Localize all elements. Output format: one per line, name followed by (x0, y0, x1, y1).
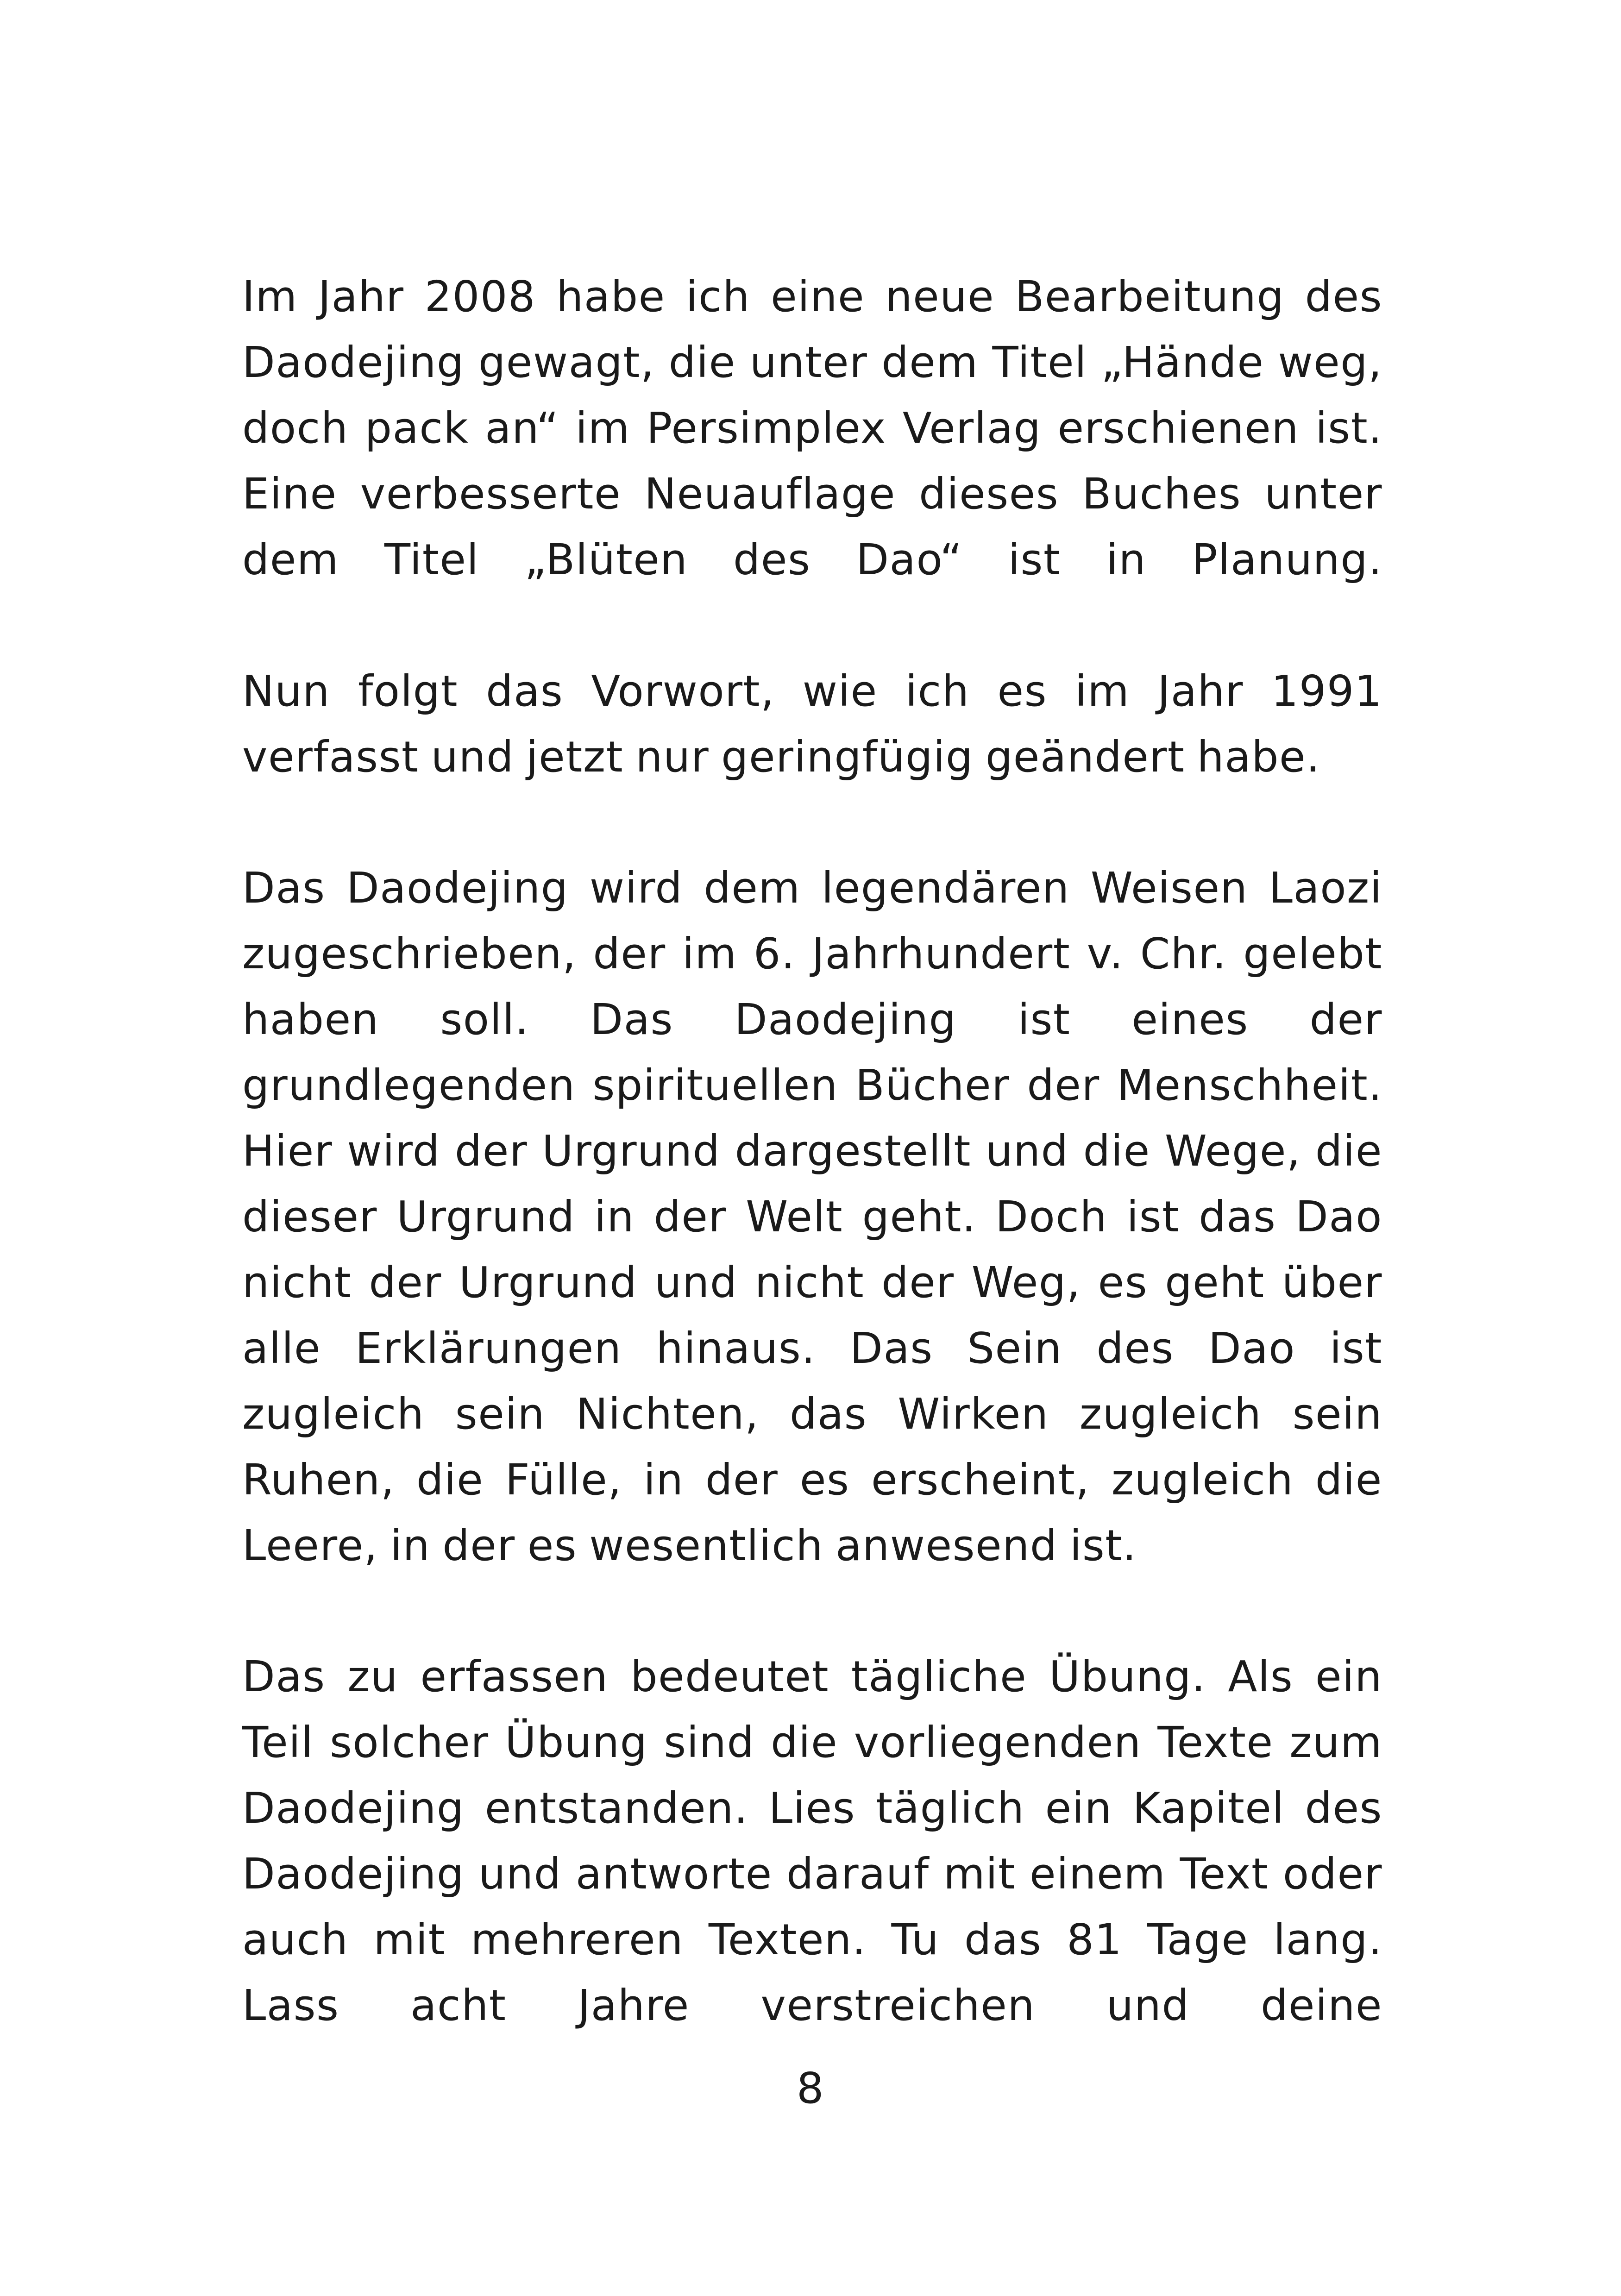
word: zum (1289, 1718, 1382, 1767)
word: im (682, 929, 737, 979)
word: Chr. (1140, 929, 1227, 979)
text-line (242, 1381, 1382, 1447)
word: darauf (786, 1849, 930, 1899)
word: das (1199, 1192, 1276, 1242)
word: Bearbeitung (1015, 272, 1285, 321)
word: ein (1315, 1652, 1382, 1701)
word: Bücher (855, 1060, 1010, 1110)
word: Daodejing (242, 1783, 465, 1833)
word: Leere, (242, 1521, 378, 1570)
word: Laozi (1269, 863, 1382, 913)
word: die (771, 1718, 838, 1767)
word: deine (1261, 1981, 1382, 2030)
word: der (442, 1521, 515, 1570)
word: im (575, 403, 630, 453)
word: 1991 (1271, 666, 1382, 716)
word: 81 (1067, 1915, 1123, 1964)
word: die (1315, 1455, 1382, 1505)
word: dem (242, 535, 339, 584)
text-line (242, 1710, 1382, 1775)
word: dargestellt (735, 1126, 971, 1176)
word: Planung. (1192, 535, 1382, 584)
word: hinaus. (656, 1324, 816, 1373)
word: ist (1126, 1192, 1180, 1242)
word: Daodejing (242, 1849, 465, 1899)
word: auch (242, 1915, 349, 1964)
word: geändert (985, 732, 1185, 782)
word: gewagt, (478, 338, 655, 387)
word: Urgrund (459, 1258, 638, 1307)
word: des (733, 535, 811, 584)
word: es (1098, 1258, 1148, 1307)
word: habe (556, 272, 666, 321)
word: pack (364, 403, 469, 453)
word: Das (242, 1652, 326, 1701)
word: entstanden. (484, 1783, 748, 1833)
word: Erklärungen (355, 1324, 622, 1373)
text-line (242, 1907, 1382, 1973)
word: legendären (821, 863, 1070, 913)
word: nur (635, 732, 710, 782)
word: Übung (505, 1718, 648, 1767)
word: Jahr (318, 272, 404, 321)
word: mit (943, 1849, 1016, 1899)
text-line (242, 264, 1382, 330)
text-line (242, 1973, 1382, 2039)
word: Dao (1295, 1192, 1382, 1242)
word: der (705, 1455, 779, 1505)
word: der (454, 1126, 528, 1176)
word: Fülle, (505, 1455, 622, 1505)
word: die (1083, 1126, 1150, 1176)
word: in (643, 1455, 684, 1505)
word: Daodejing (734, 995, 957, 1044)
word: im (1075, 666, 1130, 716)
word: vorliegenden (854, 1718, 1142, 1767)
text-line (242, 1447, 1382, 1513)
word: unter (749, 338, 868, 387)
word: Teil (242, 1718, 314, 1767)
word: haben (242, 995, 379, 1044)
text-line (242, 1775, 1382, 1841)
word: über (1282, 1258, 1382, 1307)
word: wird (347, 1126, 440, 1176)
word: Text (1180, 1849, 1269, 1899)
word: spirituellen (592, 1060, 838, 1110)
word: sein (455, 1389, 546, 1439)
word: solcher (329, 1718, 489, 1767)
word: mit (373, 1915, 446, 1964)
word: oder (1282, 1849, 1382, 1899)
word: Nun (242, 666, 330, 716)
text-line (242, 1053, 1382, 1118)
word: Übung. (1049, 1652, 1206, 1701)
word: folgt (358, 666, 459, 716)
word: Sein (967, 1324, 1062, 1373)
word: es (997, 666, 1048, 716)
word: in (390, 1521, 431, 1570)
text-line (242, 724, 1382, 790)
word: geringfügig (721, 732, 974, 782)
word: lang. (1273, 1915, 1382, 1964)
word: Persimplex (646, 403, 886, 453)
word: Neuauflage (644, 469, 896, 519)
word: sind (664, 1718, 755, 1767)
word: Das (590, 995, 673, 1044)
word: und (431, 732, 515, 782)
word: Das (242, 863, 326, 913)
word: das (486, 666, 564, 716)
word: Lass (242, 1981, 339, 2030)
word: Wege, (1164, 1126, 1301, 1176)
word: mehreren (471, 1915, 684, 1964)
word: Urgrund (542, 1126, 721, 1176)
word: nicht (754, 1258, 865, 1307)
text-line (242, 1841, 1382, 1907)
word: einem (1030, 1849, 1166, 1899)
word: acht (410, 1981, 507, 2030)
word: Das (849, 1324, 933, 1373)
word: ist (1329, 1324, 1382, 1373)
paragraph (242, 264, 1382, 593)
word: und (1106, 1981, 1190, 2030)
word: Weg, (971, 1258, 1081, 1307)
word: ist. (1069, 1521, 1137, 1570)
word: Buches (1082, 469, 1242, 519)
word: Als (1228, 1652, 1294, 1701)
word: tägliche (851, 1652, 1027, 1701)
word: Welt (746, 1192, 843, 1242)
word: der (1309, 995, 1382, 1044)
text-line (242, 1513, 1382, 1579)
word: an“ (485, 403, 559, 453)
word: der (653, 1192, 727, 1242)
word: erfassen (420, 1652, 609, 1701)
word: des (1305, 272, 1382, 321)
word: Wirken (898, 1389, 1049, 1439)
word: der (593, 929, 666, 979)
word: verbesserte (360, 469, 622, 519)
text-line (242, 527, 1382, 593)
word: täglich (876, 1783, 1025, 1833)
word: es (799, 1455, 850, 1505)
word: ich (685, 272, 750, 321)
word: soll. (440, 995, 529, 1044)
word: Texte (1157, 1718, 1274, 1767)
text-line (242, 659, 1382, 724)
word: Nichten, (576, 1389, 759, 1439)
word: des (1096, 1324, 1174, 1373)
word: ist. (1315, 403, 1382, 453)
word: eines (1131, 995, 1249, 1044)
word: Lies (768, 1783, 856, 1833)
word: Vorwort, (591, 666, 775, 716)
word: Im (242, 272, 298, 321)
text-line (242, 987, 1382, 1053)
word: die (416, 1455, 484, 1505)
text-line (242, 855, 1382, 921)
word: gelebt (1243, 929, 1382, 979)
word: Tu (891, 1915, 940, 1964)
word: Dao (1208, 1324, 1295, 1373)
word: erscheint, (871, 1455, 1090, 1505)
text-line (242, 461, 1382, 527)
text-line (242, 1118, 1382, 1184)
word: die (1315, 1126, 1382, 1176)
page-number: 8 (796, 2064, 825, 2113)
word: in (594, 1192, 635, 1242)
word: und (478, 1849, 562, 1899)
word: anwesend (836, 1521, 1058, 1570)
word: Daodejing (346, 863, 569, 913)
word: das (964, 1915, 1042, 1964)
word: Titel (384, 535, 479, 584)
word: in (1106, 535, 1147, 584)
text-line (242, 1184, 1382, 1250)
text-line (242, 921, 1382, 987)
text-line (242, 395, 1382, 461)
word: Urgrund (396, 1192, 575, 1242)
word: es (527, 1521, 578, 1570)
word: wesentlich (589, 1521, 824, 1570)
word: Eine (242, 469, 337, 519)
word: neue (885, 272, 995, 321)
word: dem (704, 863, 801, 913)
word: 2008 (424, 272, 536, 321)
word: 6. (753, 929, 796, 979)
word: „Blüten (524, 535, 688, 584)
word: zugleich (1111, 1455, 1294, 1505)
word: der (881, 1258, 955, 1307)
word: sein (1292, 1389, 1382, 1439)
word: habe. (1197, 732, 1320, 782)
text-line (242, 1644, 1382, 1710)
word: geht. (862, 1192, 976, 1242)
word: erschienen (1057, 403, 1300, 453)
word: geht (1165, 1258, 1265, 1307)
word: Menschheit. (1117, 1060, 1382, 1110)
word: der (1027, 1060, 1100, 1110)
word: wird (589, 863, 683, 913)
word: Daodejing (242, 338, 465, 387)
word: verfasst (242, 732, 419, 782)
word: jetzt (526, 732, 624, 782)
word: alle (242, 1324, 321, 1373)
text-line (242, 1316, 1382, 1381)
word: v. (1087, 929, 1124, 979)
word: zu (347, 1652, 398, 1701)
word: zugleich (242, 1389, 425, 1439)
word: der (369, 1258, 442, 1307)
paragraph (242, 855, 1382, 1579)
paragraph (242, 659, 1382, 790)
word: die (668, 338, 736, 387)
word: Tage (1147, 1915, 1249, 1964)
word: Verlag (902, 403, 1042, 453)
word: dieses (919, 469, 1059, 519)
word: Kapitel (1132, 1783, 1285, 1833)
word: Doch (995, 1192, 1108, 1242)
word: Dao“ (856, 535, 963, 584)
word: unter (1264, 469, 1382, 519)
word: dieser (242, 1192, 377, 1242)
word: ist (1008, 535, 1061, 584)
word: Jahrhundert (811, 929, 1071, 979)
word: bedeutet (630, 1652, 829, 1701)
word: des (1305, 1783, 1382, 1833)
word: zugeschrieben, (242, 929, 577, 979)
word: das (790, 1389, 867, 1439)
word: wie (802, 666, 878, 716)
word: „Hände (1101, 338, 1264, 387)
word: ich (905, 666, 970, 716)
word: grundlegenden (242, 1060, 576, 1110)
text-line (242, 330, 1382, 395)
word: Weisen (1090, 863, 1248, 913)
word: doch (242, 403, 349, 453)
word: antworte (575, 1849, 773, 1899)
word: ist (1018, 995, 1071, 1044)
word: Hier (242, 1126, 333, 1176)
word: zugleich (1079, 1389, 1262, 1439)
word: verstreichen (760, 1981, 1036, 2030)
word: weg, (1278, 338, 1382, 387)
word: und (986, 1126, 1069, 1176)
paragraph (242, 1644, 1382, 2039)
word: nicht (242, 1258, 352, 1307)
word: dem (881, 338, 979, 387)
word: Jahre (578, 1981, 690, 2030)
word: eine (771, 272, 865, 321)
text-line (242, 1250, 1382, 1316)
word: ein (1045, 1783, 1112, 1833)
word: Titel (992, 338, 1087, 387)
word: Texten. (708, 1915, 867, 1964)
word: Ruhen, (242, 1455, 395, 1505)
word: Jahr (1157, 666, 1244, 716)
word: und (654, 1258, 738, 1307)
